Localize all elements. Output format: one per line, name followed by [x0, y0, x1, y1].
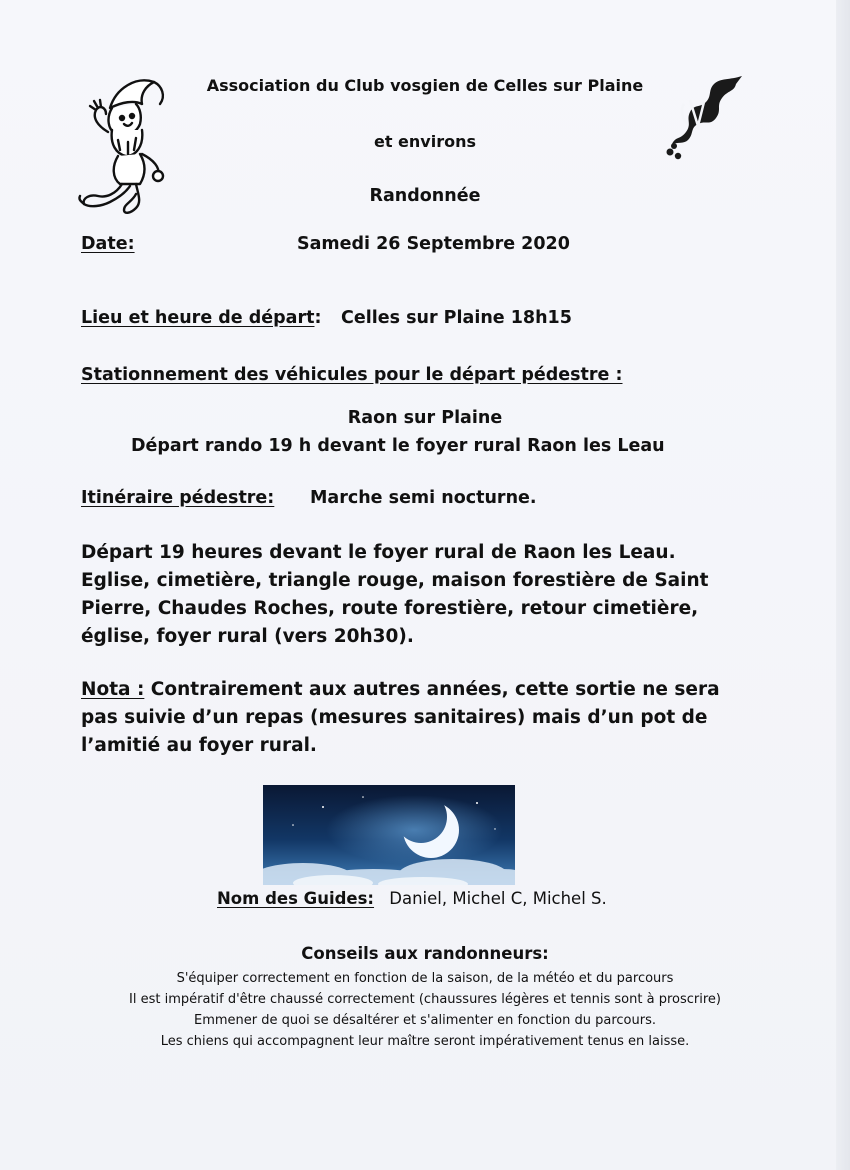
itinerary-line: Pierre, Chaudes Roches, route forestière, retour cimetière, [81, 598, 699, 619]
nota-text: pas suivie d’un repas (mesures sanitaires) mais d’un pot de [81, 707, 708, 728]
advice-item: Les chiens qui accompagnent leur maître seront impérativement tenus en laisse. [160, 1034, 690, 1049]
nota-text: Contrairement aux autres années, cette sortie ne sera [144, 679, 720, 700]
departure-row [81, 308, 322, 328]
nota-text: l’amitié au foyer rural. [81, 735, 317, 756]
departure-value: Celles sur Plaine 18h15 [341, 308, 572, 328]
nota-paragraph [81, 676, 771, 760]
itinerary-line: Départ 19 heures devant le foyer rural de Raon les Leau. [81, 542, 676, 563]
advice-item: S'équiper correctement en fonction de la saison, de la météo et du parcours [176, 971, 674, 986]
itinerary-line: église, foyer rural (vers 20h30). [81, 626, 414, 647]
association-name: Association du Club vosgien de Celles sur Plaine [206, 76, 644, 95]
parking-place: Raon sur Plaine [347, 408, 503, 428]
guides-names: Daniel, Michel C, Michel S. [389, 889, 607, 908]
itinerary-label: Itinéraire pédestre: [81, 488, 275, 508]
itinerary-value: Marche semi nocturne. [310, 488, 537, 508]
guides-row [217, 889, 607, 908]
parking-label: Stationnement des véhicules pour le départ pédestre : [81, 365, 623, 385]
date-value: Samedi 26 Septembre 2020 [297, 234, 570, 254]
page-title: Randonnée [369, 186, 481, 206]
advice-list [0, 968, 850, 1052]
itinerary-description [81, 539, 771, 651]
itinerary-line: Eglise, cimetière, triangle rouge, maison forestière de Saint [81, 570, 709, 591]
departure-colon: : [314, 308, 322, 328]
guides-label: Nom des Guides: [217, 889, 375, 908]
advice-item: Il est impératif d'être chaussé correctement (chaussures légères et tennis sont à proscrire) [129, 992, 721, 1007]
advice-title: Conseils aux randonneurs: [301, 944, 549, 963]
parking-departure: Départ rando 19 h devant le foyer rural Raon les Leau [131, 436, 665, 456]
departure-label: Lieu et heure de départ [81, 308, 315, 328]
crescent-moon-night-sky [263, 785, 515, 885]
association-subtitle: et environs [373, 132, 477, 151]
date-label: Date: [81, 234, 135, 254]
nota-label: Nota : [81, 679, 145, 700]
advice-item: Emmener de quoi se désaltérer et s'alimenter en fonction du parcours. [193, 1013, 656, 1028]
